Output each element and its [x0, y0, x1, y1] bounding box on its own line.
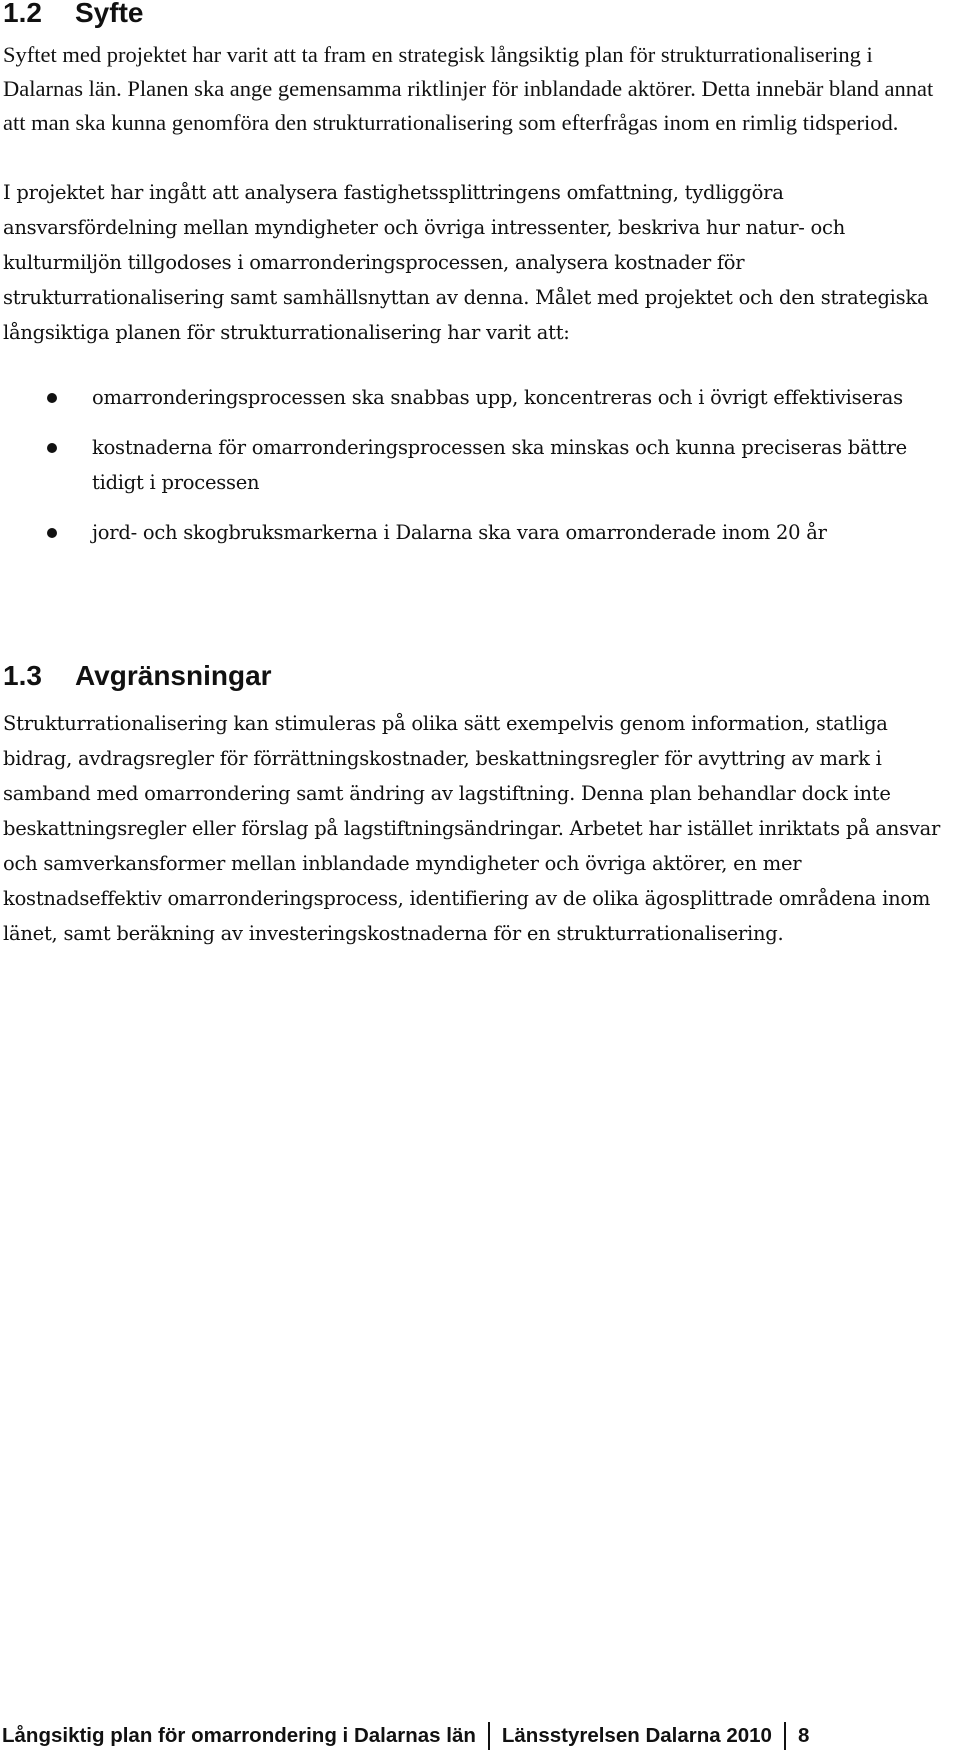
section-title: Avgränsningar: [75, 660, 272, 691]
section-heading-syfte: [3, 0, 143, 30]
body-paragraph: I projektet har ingått att analysera fastighetssplittringens omfattning, tydliggöra ansvarsfördelning mellan myndigheter och övriga intressenter, beskriva hur natur- och kulturmiljön tillgodoses i omarronderingsprocessen, analysera kostnader för strukturrationalisering samt samhällsnyttan av denna. Målet med projektet och den strategiska långsiktiga planen för strukturrationalisering har varit att:: [3, 181, 929, 344]
section-number: 1.3: [3, 660, 42, 691]
section-heading-avgransningar: [3, 659, 272, 693]
list-item: [0, 430, 940, 500]
section-title: Syfte: [75, 0, 144, 28]
goal-list: [0, 380, 940, 565]
body-paragraph: Strukturrationalisering kan stimuleras på olika sätt exempelvis genom information, statliga bidrag, avdragsregler för förrättningskostnader, beskattningsregler för avyttring av mark i samband med omarrondering samt ändring av lagstiftning. Denna plan behandlar dock inte beskattningsregler eller förslag på lagstiftningsändringar. Arbetet har istället inriktats på ansvar och samverkansformer mellan inblandade myndigheter och övriga aktörer, en mer kostnadseffektiv omarronderingsprocess, identifiering av de olika ägosplittrade områdena inom länet, samt beräkning av investeringskostnaderna för en strukturrationalisering.: [3, 712, 941, 945]
footer-divider: [488, 1722, 490, 1750]
section-number: 1.2: [3, 0, 42, 28]
list-item-text: jord- och skogbruksmarkerna i Dalarna ska vara omarronderade inom 20 år: [92, 521, 827, 544]
footer-document-title: Långsiktig plan för omarrondering i Dalarnas län: [2, 1724, 476, 1747]
page-number: 8: [797, 1724, 810, 1747]
footer-divider: [784, 1722, 786, 1750]
list-item: [0, 380, 940, 415]
intro-paragraph: Syftet med projektet har varit att ta fram en strategisk långsiktig plan för strukturrationalisering i Dalarnas län. Planen ska ange gemensamma riktlinjer för inblandade aktörer. Detta innebär bland annat att man ska kunna genomföra den strukturrationalisering som efterfrågas inom en rimlig tidsperiod.: [3, 42, 934, 135]
bullet-icon: [47, 528, 57, 538]
list-item-text: kostnaderna för omarronderingsprocessen ska minskas och kunna preciseras bättre tidigt i processen: [92, 436, 907, 494]
list-item-text: omarronderingsprocessen ska snabbas upp, koncentreras och i övrigt effektiviseras: [92, 386, 903, 409]
footer-publisher: Länsstyrelsen Dalarna 2010: [501, 1724, 772, 1747]
list-item: [0, 515, 940, 550]
bullet-icon: [47, 443, 57, 453]
page-footer: [2, 1721, 809, 1751]
bullet-icon: [47, 393, 57, 403]
